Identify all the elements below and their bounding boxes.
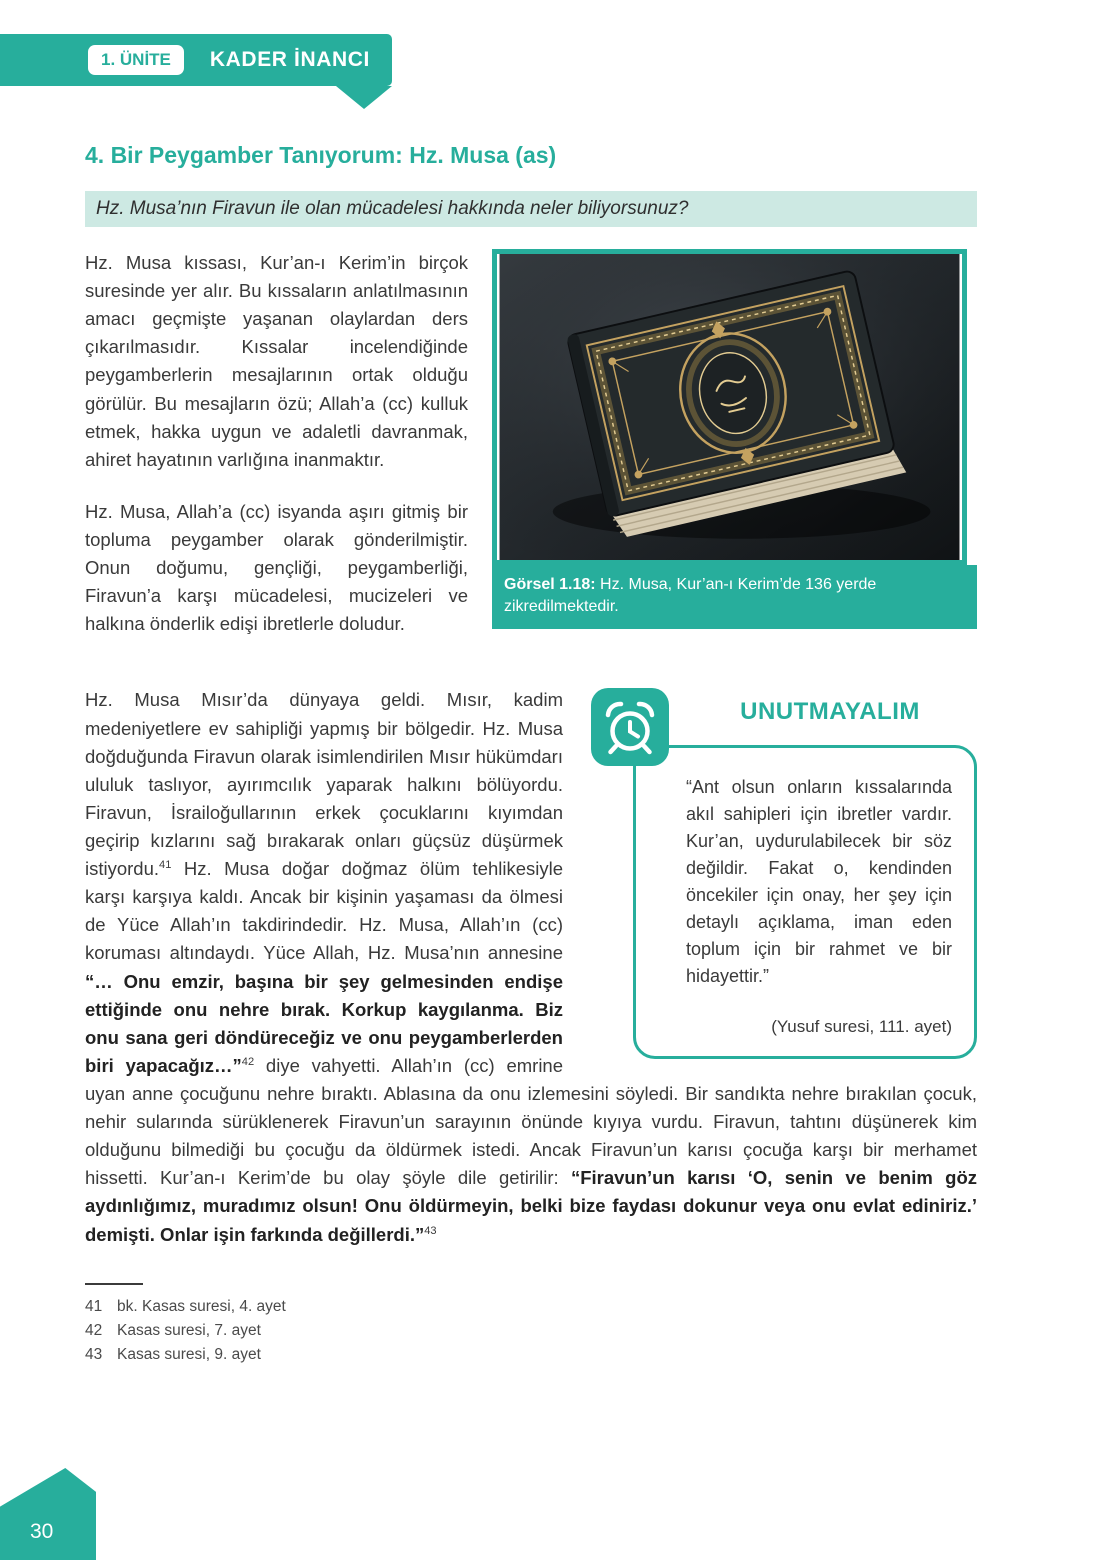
section-heading: 4. Bir Peygamber Tanıyorum: Hz. Musa (as) [85, 142, 557, 168]
page-number-shape [0, 1468, 96, 1560]
unit-title: KADER İNANCI [209, 48, 370, 71]
footnote-number: 41 [85, 1297, 103, 1315]
figure-caption-text: Hz. Musa, Kur’an-ı Kerim’de 136 yerde zikredilmektedir. [504, 576, 877, 615]
remember-source: (Yusuf suresi, 111. ayet) [771, 1016, 952, 1036]
remember-quote: “Ant olsun onların kıssalarında akıl sahipleri için ibretler vardır. Kur’an, uydurulabilecek bir söz değildir. Fakat o, kendinden öncekiler için onay, her şey için detaylı açıklama, iman eden toplum için bir rahmet ve bir hidayettir.” [686, 776, 952, 986]
story-paragraph: Hz. Musa Mısır’da dünyaya geldi. Mısır, kadim medeniyetlere ev sahipliği yapmış bir bölgedir. Hz. Musa doğduğunda Firavun olarak isimlendirilen Mısır hükümdarı ululuk taslıyor, ayırımcılık yaparak halkını bölüyordu. Firavun, İsrailoğullarının erkek çocuklarını kıyımdan geçirip kızlarını sağ bırakarak onları güçsüz düşürmek istiyordu.$^{41}$ Hz. Musa doğar doğmaz ölüm tehlikesiyle karşı karşıya kaldı. Ancak bir kişinin yaşaması da ölmesi de Yüce Allah’ın takdirindedir. Hz. Musa, Allah’ın (cc) koruması altındaydı. Yüce Allah, Hz. Musa’nın annesine “… Onu emzir, başına bir şey gelmesinden endişe ettiğinde onu nehre bırak. Korkup kaygılanma. Biz onu sana geri döndüreceğiz ve onu peygamberlerden biri yapacağız…”$^{42}$ diye vahyetti. Allah’ın (cc) emrine uyan anne çocuğunu nehre bıraktı. Ablasına da onu izlemesini söyledi. Bir sandıkta nehre bırakılan çocuk, nehir sularında sürüklenerek Firavun’un sarayının önünde kıyıya vurdu. Firavun, tahtını düşünerek kim olduğunu bilmediği bu çocuğu da öldürmek istedi. Ancak Firavun’un karısı çocuğa karşı bir merhamet hissetti. Kur’an-ı Kerim’de bu olay şöyle dile getirilir: “Firavun’un karısı ‘O, senin ve benim göz aydınlığımız, muradımız olsun! Onu öldürmeyin, belki bize faydası dokunur veya onu evlat ediniriz.’ demişti. Onlar işin farkında değillerdi.”$^{43}$ [85, 689, 977, 1245]
intro-text-column [85, 249, 468, 662]
unit-badge: 1. ÜNİTE [88, 45, 184, 75]
remember-title: UNUTMAYALIM [740, 698, 920, 726]
footnote-number: 43 [85, 1345, 103, 1363]
footnote-number: 42 [85, 1321, 103, 1339]
footnote-text: Kasas suresi, 9. ayet [117, 1345, 261, 1363]
story-section [85, 686, 977, 1366]
footnote-rule [85, 1283, 143, 1285]
discussion-question: Hz. Musa’nın Firavun ile olan mücadelesi hakkında neler biliyorsunuz? [85, 191, 977, 227]
quran-figure [492, 249, 977, 629]
header-ribbon-tail [336, 86, 392, 109]
remember-callout [591, 688, 977, 1058]
page-content [85, 142, 977, 1367]
unit-header-bar [0, 34, 392, 86]
two-column-block [85, 249, 977, 662]
figure-caption-label: Görsel 1.18: [504, 576, 596, 593]
alarm-clock-icon [591, 688, 669, 766]
footnote-42 [85, 1319, 977, 1343]
footnote-text: Kasas suresi, 7. ayet [117, 1321, 261, 1339]
figure-caption [492, 565, 977, 629]
page-number: 30 [30, 1520, 54, 1543]
footnote-text: bk. Kasas suresi, 4. ayet [117, 1297, 286, 1315]
paragraph-1: Hz. Musa kıssası, Kur’an-ı Kerim’in birçok suresinde yer alır. Bu kıssaların anlatılmasının amacı geçmişte yaşanan olaylardan ders çıkarılmasıdır. Kıssalar incelendiğinde peygamberlerin mesajlarının ortak olduğu görülür. Bu mesajların özü; Allah’a (cc) kulluk etmek, hakka uygun ve adaletli davranmak, ahiret hayatının varlığına inanmaktır. [85, 252, 468, 470]
footnotes [85, 1283, 977, 1367]
footnote-41 [85, 1295, 977, 1319]
remember-box [633, 745, 977, 1059]
quran-photo-illustration [492, 249, 967, 565]
footnote-43 [85, 1343, 977, 1367]
paragraph-2: Hz. Musa, Allah’a (cc) isyanda aşırı gitmiş bir topluma peygamber olarak gönderilmiştir. Onun doğumu, gençliği, peygamberliği, Firavun’a karşı mücadelesi, mucizeleri ve halkına önderlik edişi ibretlerle doludur. [85, 500, 468, 635]
